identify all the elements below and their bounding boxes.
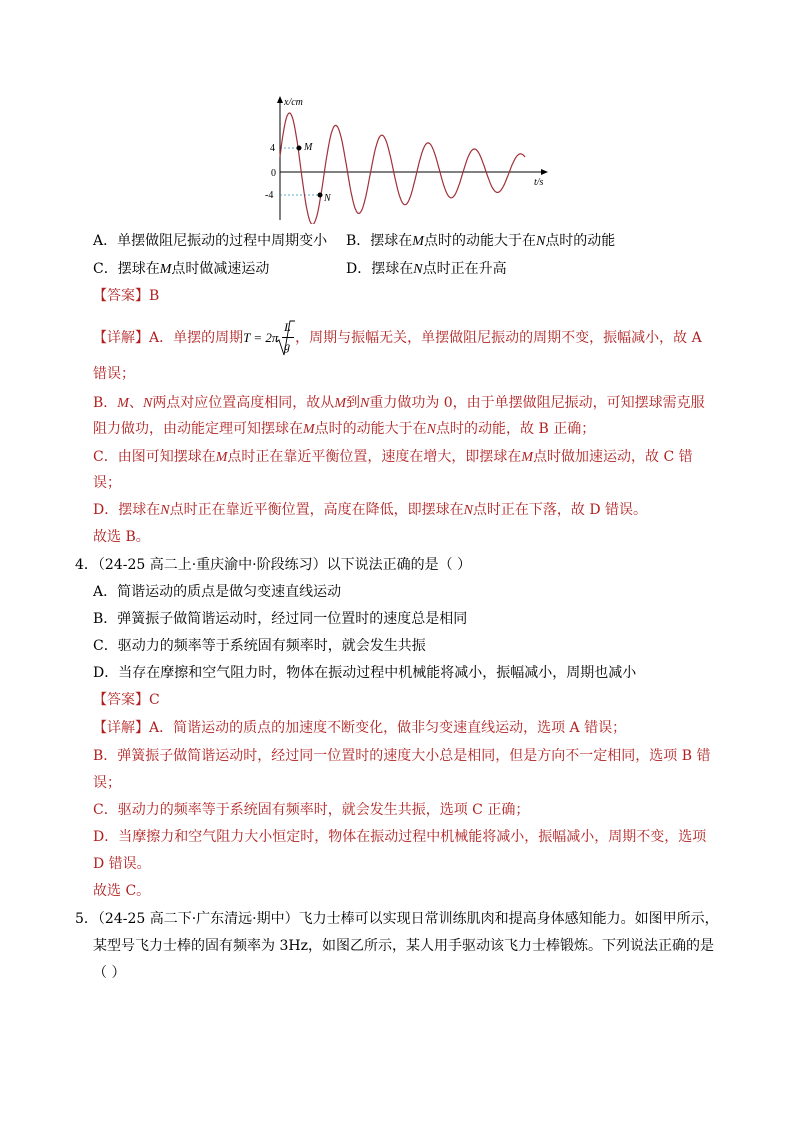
text: 两点对应位置高度相同，故从: [152, 395, 335, 411]
text: 点时做加速运动，故 C 错: [533, 449, 693, 465]
q3-option-c-post: 点时做减速运动: [171, 261, 270, 277]
q3-option-c[interactable]: [93, 259, 269, 280]
text: 点时正在下落，故 D 错误。: [472, 502, 648, 518]
q4-detail-b-line2: 误；: [93, 775, 121, 791]
q5-stem-line2: 某型号飞力士棒的固有频率为 3Hz，如图乙所示，某人用手驱动该飞力士棒锻炼。下列说法正确的是: [93, 938, 714, 954]
q3-option-d-n: N: [413, 262, 423, 277]
text: 到: [345, 395, 360, 411]
q3-detail-a-pre: A．单摆的周期: [149, 330, 244, 346]
q4-option-b[interactable]: B．弹簧振子做简谐运动时，经过同一位置时的速度总是相同: [93, 611, 468, 627]
var-m: M: [215, 450, 228, 465]
y-axis-label: x/cm: [284, 97, 303, 108]
q3-option-c-pre: C．摆球在: [93, 261, 160, 277]
q3-detail-d: [93, 500, 647, 521]
var-n: N: [142, 396, 153, 411]
q3-detail-b-line1: [93, 393, 705, 414]
q4-detail-b-line1: B．弹簧振子做简谐运动时，经过同一位置时的速度大小总是相同，但是方向不一定相同，选项 B 错: [93, 748, 711, 764]
q3-option-a[interactable]: A．单摆做阻尼振动的过程中周期变小: [93, 233, 328, 249]
q4-detail-c: C．驱动力的频率等于系统固有频率时，就会发生共振，选项 C 正确；: [93, 802, 530, 818]
q3-detail-c-line1: [93, 447, 693, 468]
q3-detail-a: [93, 318, 702, 358]
q3-answer-value: B: [149, 288, 160, 304]
q3-conclusion: 故选 B。: [93, 529, 150, 545]
var-m: M: [303, 422, 315, 437]
formula-denominator: g: [284, 339, 291, 353]
q4-stem: 4．（24-25 高二上·重庆渝中·阶段练习）以下说法正确的是（ ）: [75, 557, 472, 573]
text: 点时的动能大于在: [314, 421, 427, 437]
q4-option-d[interactable]: D．当存在摩擦和空气阻力时，物体在振动过程中机械能将减小，振幅减小，周期也减小: [93, 665, 637, 681]
text: 点时正在靠近平衡位置，速度在增大，即摆球在: [227, 449, 522, 465]
q4-answer: [93, 690, 160, 710]
tick-label-neg: -4: [265, 190, 274, 201]
text: D．摆球在: [93, 502, 161, 518]
formula-numerator: L: [284, 320, 291, 334]
var-m: M: [521, 450, 534, 465]
text: 点时正在靠近平衡位置，高度在降低，即摆球在: [169, 502, 464, 518]
q5-stem-line3: （ ）: [93, 965, 126, 981]
text: A．简谐运动的质点的加速度不断变化，做非匀变速直线运动，选项 A 错误；: [149, 720, 627, 736]
q4-answer-value: C: [149, 692, 160, 708]
text: 点时的动能，故 B 正确；: [436, 421, 596, 437]
point-n-dot: [318, 193, 323, 198]
text: C．由图可知摆球在: [93, 449, 216, 465]
x-axis-label: t/s: [534, 177, 544, 188]
q4-option-a[interactable]: A．简谐运动的质点是做匀变速直线运动: [93, 584, 342, 600]
var-m: M: [117, 396, 129, 411]
q3-detail-tag: 【详解】: [93, 330, 149, 346]
q3-option-b-n: N: [535, 234, 546, 249]
tick-label-zero: 0: [271, 168, 276, 179]
q3-detail-a-cont: 错误；: [93, 366, 135, 382]
q4-detail-a: [93, 718, 626, 738]
q3-option-b-m: M: [412, 234, 424, 249]
var-m: M: [334, 396, 346, 411]
q3-option-b-post: 点时的动能: [545, 233, 616, 249]
q3-option-b-pre: B．摆球在: [346, 233, 413, 249]
damped-oscillation-graph: [262, 92, 554, 224]
point-m-dot: [297, 146, 302, 151]
point-n-label: N: [324, 193, 331, 204]
q4-option-c[interactable]: C．驱动力的频率等于系统固有频率时，就会发生共振: [93, 638, 426, 654]
q4-detail-d-line1: D．当摩擦力和空气阻力大小恒定时，物体在振动过程中机械能将减小，振幅减小，周期不变，选项: [93, 829, 707, 845]
y-axis-arrow: [277, 96, 283, 103]
q3-option-b[interactable]: [346, 231, 615, 252]
oscillation-curve: [280, 113, 525, 224]
pendulum-period-formula: [243, 318, 295, 358]
x-axis-arrow: [541, 169, 548, 175]
q3-detail-c-line2: 误；: [93, 475, 121, 491]
q3-option-d[interactable]: [346, 259, 507, 280]
q3-answer: [93, 286, 159, 306]
text: 、: [128, 395, 143, 411]
q3-answer-tag: 【答案】: [93, 288, 149, 304]
q4-detail-d-line2: D 错误。: [93, 856, 151, 872]
q5-stem-line1: 5．（24-25 高二下·广东清远·期中）飞力士棒可以实现日常训练肌肉和提高身体感知能力。如图甲所示，: [75, 911, 719, 927]
q4-detail-tag: 【详解】: [93, 720, 149, 736]
text: 阻力做功，由动能定理可知摆球在: [93, 421, 303, 437]
var-n: N: [426, 422, 437, 437]
q4-conclusion: 故选 C。: [93, 883, 151, 899]
var-n: N: [463, 503, 473, 518]
q3-detail-b-line2: [93, 419, 595, 440]
var-n: N: [160, 503, 170, 518]
q4-answer-tag: 【答案】: [93, 692, 149, 708]
q3-option-c-m: M: [159, 262, 172, 277]
tick-label-pos: 4: [270, 143, 275, 154]
q3-detail-a-post: ，周期与振幅无关，单摆做阻尼振动的周期不变，振幅减小，故 A: [295, 330, 702, 346]
q3-option-b-mid: 点时的动能大于在: [423, 233, 536, 249]
q3-option-d-pre: D．摆球在: [346, 261, 414, 277]
formula-lhs: T = 2π: [243, 330, 279, 345]
text: B．: [93, 395, 118, 411]
q3-option-d-post: 点时正在升高: [422, 261, 507, 277]
var-n: N: [359, 396, 370, 411]
point-m-label: M: [304, 142, 313, 153]
text: 重力做功为 0，由于单摆做阻尼振动，可知摆球需克服: [369, 395, 705, 411]
